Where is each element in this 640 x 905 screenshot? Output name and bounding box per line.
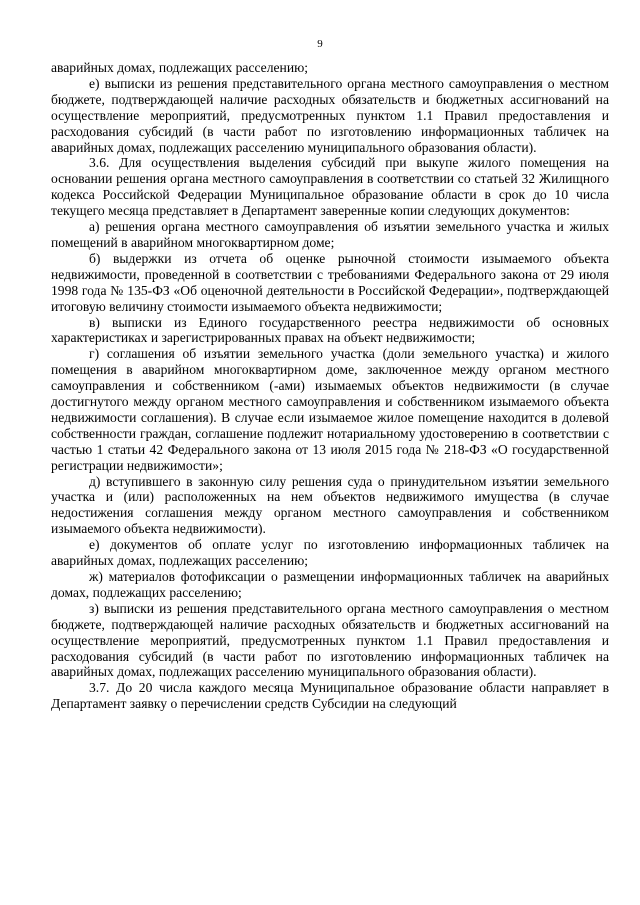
paragraph-item-g: г) соглашения об изъятии земельного участка (доли земельного участка) и жилого помещения в аварийном многоквартирном доме, заключенное между органом местного самоуправления и собственником (-ами) изымаемых объектов недвижимости (в случае достигнутого между органом местного самоуправления и собственником изымаемого объекта недвижимости соглашения). В случае если изымаемое жилое помещение находится в долевой собственности граждан, соглашение подлежит нотариальному удостоверению в соответствии с частью 1 статьи 42 Федерального закона от 13 июля 2015 года № 218-ФЗ «О государственной регистрации недвижимости»;	[51, 346, 609, 473]
paragraph-item-z: з) выписки из решения представительного органа местного самоуправления о местном бюджете, подтверждающей наличие расходных обязательств и бюджетных ассигнований на осуществление мероприятий, предусмотренных пунктом 1.1 Правил предоставления и расходования субсидий (в части работ по изготовлению информационных табличек на аварийных домах, подлежащих расселению муниципального образования области).	[51, 600, 609, 680]
paragraph-item-e-second: е) документов об оплате услуг по изготовлению информационных табличек на аварийных домах, подлежащих расселению;	[51, 537, 609, 569]
paragraph-section-3-7: 3.7. До 20 числа каждого месяца Муниципальное образование области направляет в Департамент заявку о перечислении средств Субсидии на следующий	[51, 680, 609, 712]
paragraph-item-d: д) вступившего в законную силу решения суда о принудительном изъятии земельного участка и (или) расположенных на нем объектов недвижимого имущества (в случае недостижения соглашения между органом местного самоуправления и собственником изымаемого объекта недвижимости).	[51, 473, 609, 537]
paragraph-continuation: аварийных домах, подлежащих расселению;	[51, 60, 309, 75]
paragraph-section-3-6: 3.6. Для осуществления выделения субсидий при выкупе жилого помещения на основании решения органа местного самоуправления в соответствии со статьей 32 Жилищного кодекса Российской Федерации Муниципальное образование области в срок до 10 числа текущего месяца представляет в Департамент заверенные копии следующих документов:	[51, 155, 609, 219]
paragraph-item-a: а) решения органа местного самоуправления об изъятии земельного участка и жилых помещений в аварийном многоквартирном доме;	[51, 219, 609, 250]
page-number: 9	[317, 38, 323, 50]
document-body	[51, 60, 609, 712]
paragraph-item-v: в) выписки из Единого государственного реестра недвижимости об основных характеристиках и зарегистрированных правах на объект недвижимости;	[51, 314, 609, 346]
paragraph-item-e-first: е) выписки из решения представительного органа местного самоуправления о местном бюджете, подтверждающей наличие расходных обязательств и бюджетных ассигнований на осуществление мероприятий, предусмотренных пунктом 1.1 Правил предоставления и расходования субсидий (в части работ по изготовлению информационных табличек на аварийных домах, подлежащих расселению муниципального образования области).	[51, 75, 609, 155]
paragraph-item-b: б) выдержки из отчета об оценке рыночной стоимости изымаемого объекта недвижимости, проведенной в соответствии с требованиями Федерального закона от 29 июля 1998 года № 135-ФЗ «Об оценочной деятельности в Российской Федерации», подтверждающей итоговую величину стоимости изымаемого объекта недвижимости;	[51, 250, 609, 314]
paragraph-item-zh: ж) материалов фотофиксации о размещении информационных табличек на аварийных домах, подлежащих расселению;	[51, 569, 609, 600]
